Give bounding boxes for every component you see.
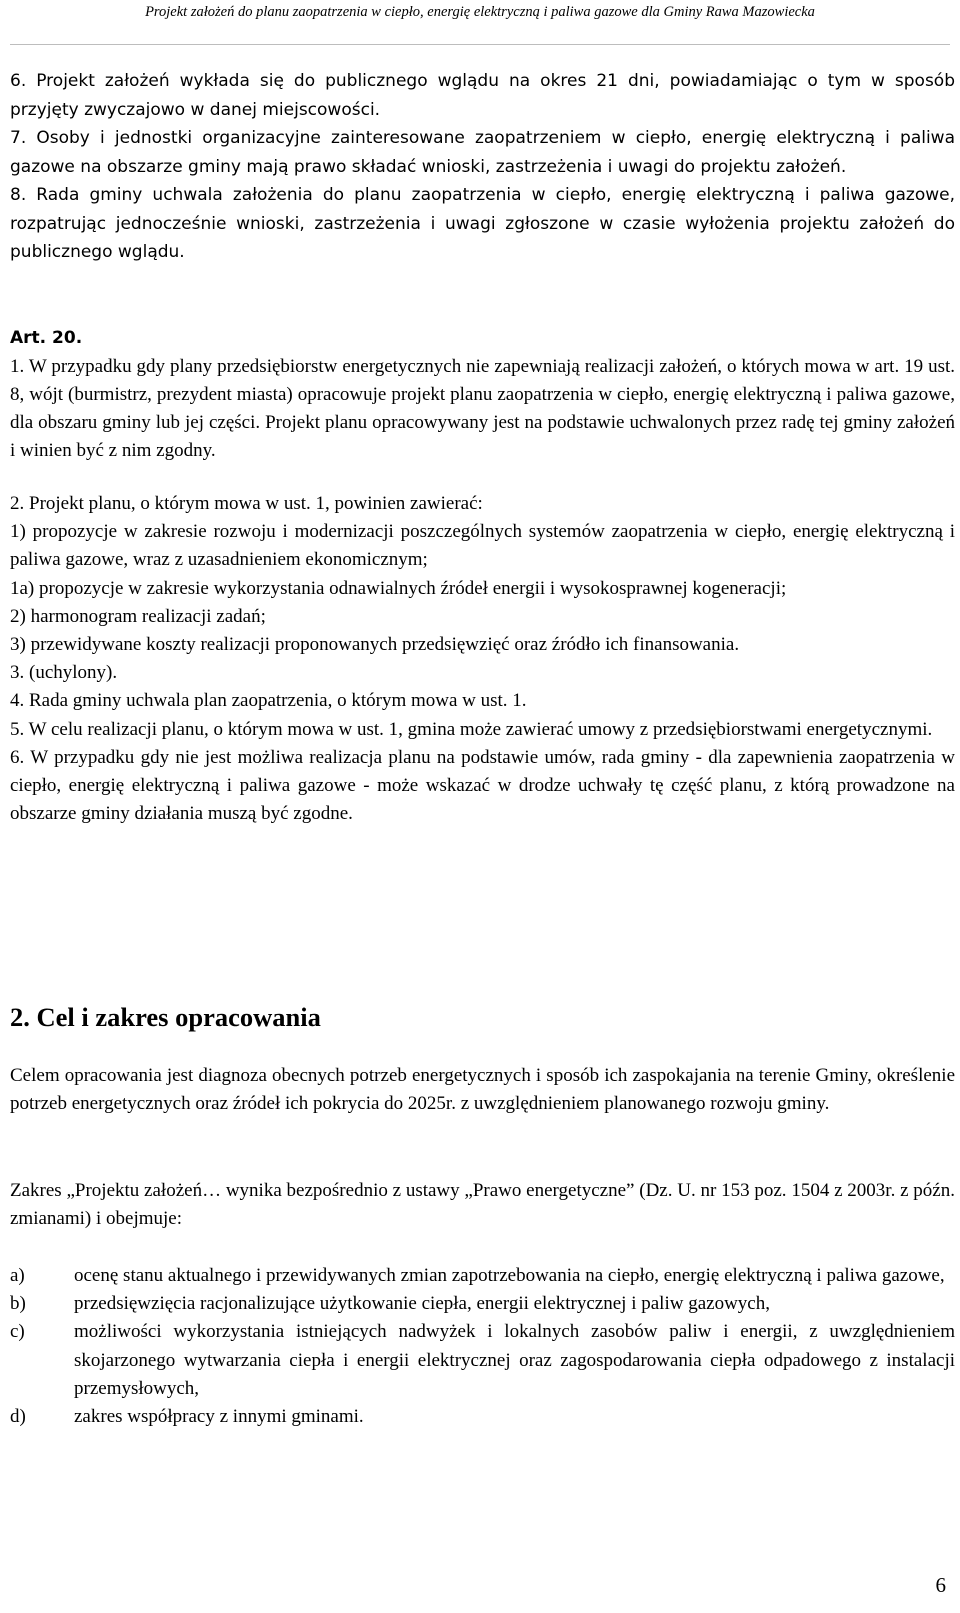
page-number: 6 <box>935 1573 946 1597</box>
paragraph-7: 7. Osoby i jednostki organizacyjne zainteresowane zaopatrzeniem w ciepło, energię elektryczną i paliwa gazowe na obszarze gminy mają prawo składać wnioski, zastrzeżenia i uwagi do projektu założeń. <box>10 128 955 177</box>
art20-continued <box>10 490 955 828</box>
art20-ust-3: 3. (uchylony). <box>10 662 118 684</box>
paragraph-6: 6. Projekt założeń wykłada się do publicznego wglądu na okres 21 dni, powiadamiając o tym w sposób przyjęty zwyczajowo w danej miejscowości. <box>10 71 955 120</box>
list-text: ocenę stanu aktualnego i przewidywanych zmian zapotrzebowania na ciepło, energię elektryczną i paliwa gazowe, <box>74 1265 945 1286</box>
art20-title: Art. 20. <box>10 328 83 348</box>
list-text: przedsięwzięcia racjonalizujące użytkowanie ciepła, energii elektrycznej i paliw gazowych, <box>74 1293 770 1315</box>
header-divider <box>10 44 950 45</box>
section-scope <box>10 1177 955 1233</box>
art20-section <box>10 324 955 465</box>
list-marker: a) <box>10 1265 25 1286</box>
list-marker: b) <box>10 1293 26 1315</box>
art20-point-1a: 1a) propozycje w zakresie wykorzystania odnawialnych źródeł energii i wysokosprawnej kogeneracji; <box>10 577 787 599</box>
list-item <box>10 1262 955 1290</box>
art20-ust-6: 6. W przypadku gdy nie jest możliwa realizacja planu na podstawie umów, rada gminy - dla zapewnienia zaopatrzenia w ciepło, energię elektryczną i paliwa gazowe - może wskazać w drodze uchwały tę część planu, z którą prowadzone na obszarze gminy działania muszą być zgodne. <box>10 746 955 825</box>
section-heading: 2. Cel i zakres opracowania <box>10 1002 321 1032</box>
list-marker: c) <box>10 1321 25 1343</box>
art20-point-1: 1) propozycje w zakresie rozwoju i modernizacji poszczególnych systemów zaopatrzenia w ciepło, energię elektryczną i paliwa gazowe, wraz z uzasadnieniem ekonomicznym; <box>10 521 955 571</box>
scope-list <box>10 1262 955 1431</box>
section-intro <box>10 1062 955 1118</box>
list-item <box>10 1403 955 1431</box>
list-marker: d) <box>10 1406 26 1428</box>
art20-paragraph-1: 1. W przypadku gdy plany przedsiębiorstw energetycznych nie zapewniają realizacji założeń, o których mowa w art. 19 ust. 8, wójt (burmistrz, prezydent miasta) opracowuje projekt planu zaopatrzenia w ciepło, energię elektryczną i paliwa gazowe, dla obszaru gminy lub jej części. Projekt planu opracowywany jest na podstawie uchwalonych przez radę tej gminy założeń i winien być z nim zgodny. <box>10 355 955 462</box>
art20-point-3: 3) przewidywane koszty realizacji proponowanych przedsięwzięć oraz źródło ich finansowania. <box>10 634 740 656</box>
paragraph-8: 8. Rada gminy uchwala założenia do planu zaopatrzenia w ciepło, energię elektryczną i paliwa gazowe, rozpatrując jednocześnie wnioski, zastrzeżenia i uwagi zgłoszone w czasie wyłożenia projektu założeń do publicznego wglądu. <box>10 185 955 262</box>
list-text: zakres współpracy z innymi gminami. <box>74 1406 364 1428</box>
intro-paragraph: Celem opracowania jest diagnoza obecnych potrzeb energetycznych i sposób ich zaspokajania na terenie Gminy, określenie potrzeb energetycznych oraz źródeł ich pokrycia do 2025r. z uwzględnieniem planowanego rozwoju gminy. <box>10 1065 955 1115</box>
list-text: możliwości wykorzystania istniejących nadwyżek i lokalnych zasobów paliw i energii, z uwzględnieniem skojarzonego wytwarzania ciepła i energii elektrycznej oraz zagospodarowania ciepła odpadowego z instalacji przemysłowych, <box>74 1321 955 1399</box>
ustawa-art19-continuation <box>10 67 955 267</box>
art20-ust-2: 2. Projekt planu, o którym mowa w ust. 1, powinien zawierać: <box>10 493 483 514</box>
scope-paragraph: Zakres „Projektu założeń… wynika bezpośrednio z ustawy „Prawo energetyczne” (Dz. U. nr 153 poz. 1504 z 2003r. z późn. zmianami) i obejmuje: <box>10 1180 955 1230</box>
art20-ust-4: 4. Rada gminy uchwala plan zaopatrzenia, o którym mowa w ust. 1. <box>10 690 527 712</box>
art20-point-2: 2) harmonogram realizacji zadań; <box>10 605 266 627</box>
art20-ust-5: 5. W celu realizacji planu, o którym mowa w ust. 1, gmina może zawierać umowy z przedsiębiorstwami energetycznymi. <box>10 718 933 740</box>
running-header: Projekt założeń do planu zaopatrzenia w ciepło, energię elektryczną i paliwa gazowe dla Gminy Rawa Mazowiecka <box>145 4 815 20</box>
list-item <box>10 1318 955 1403</box>
list-item <box>10 1290 955 1318</box>
